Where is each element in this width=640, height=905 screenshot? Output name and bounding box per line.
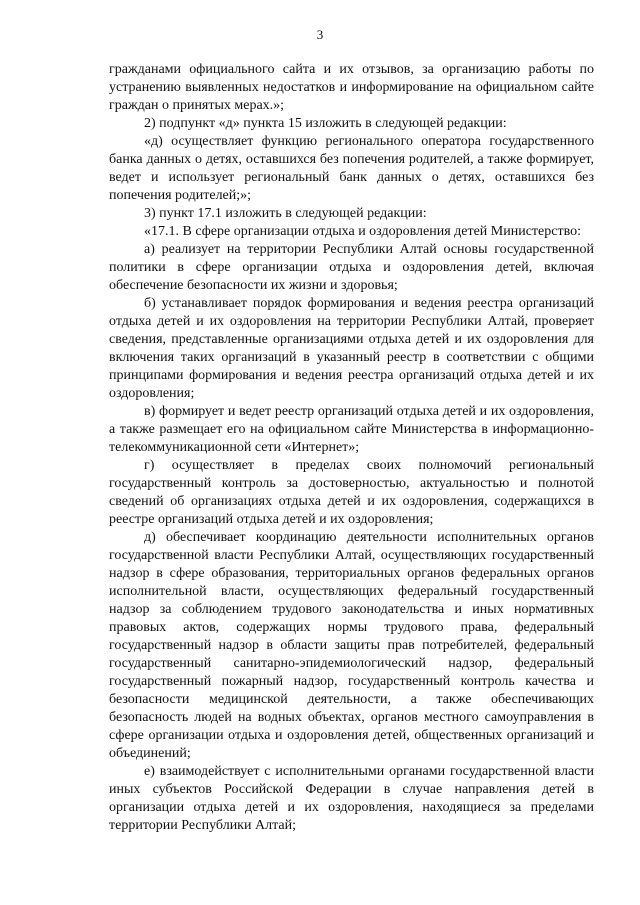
document-body [109, 61, 594, 835]
paragraph-clause-17-1: «17.1. В сфере организации отдыха и оздоровления детей Министерство: [144, 224, 582, 239]
paragraph-item-d: д) обеспечивает координацию деятельности исполнительных органов государственной власти Республики Алтай, осуществляющих государственный надзор в сфере образования, территориальных органов федеральных органов исполнительной власти, осуществляющих федеральный государственный надзор за соблюдением трудового законодательства и иных нормативных правовых актов, содержащих нормы трудового права, федеральный государственный надзор в области защиты прав потребителей, федеральный государственный санитарно-эпидемиологический надзор, федеральный государственный пожарный надзор, государственный контроль качества и безопасности медицинской деятельности, а также обеспечивающих безопасность людей на водных объектах, органов местного самоуправления в сфере организации отдыха и оздоровления детей, общественных организаций и объединений; [109, 530, 594, 761]
paragraph-subclause-d-text: «д) осуществляет функцию регионального оператора государственного банка данных о детях, оставшихся без попечения родителей, а также формирует, ведет и использует региональный банк данных о детях, оставшихся без попечения родителей;»; [109, 134, 594, 203]
paragraph-amendment-3: 3) пункт 17.1 изложить в следующей редакции: [144, 206, 427, 221]
paragraph-item-b: б) устанавливает порядок формирования и ведения реестра организаций отдыха детей и их оздоровления на территории Республики Алтай, проверяет сведения, представленные организациями отдыха детей и их оздоровления для включения таких организаций в указанный реестр в соответствии с общими принципами формирования и ведения реестра организаций отдыха детей и их оздоровления; [109, 296, 594, 401]
paragraph-item-a: а) реализует на территории Республики Алтай основы государственной политики в сфере организации отдыха и оздоровления детей, включая обеспечение безопасности их жизни и здоровья; [109, 242, 594, 293]
paragraph-amendment-2: 2) подпункт «д» пункта 15 изложить в следующей редакции: [144, 116, 507, 131]
paragraph-item-e: е) взаимодействует с исполнительными органами государственной власти иных субъектов Российской Федерации в случае направления детей в организации отдыха детей и их оздоровления, находящиеся за пределами территории Республики Алтай; [109, 764, 594, 833]
paragraph-continuation: гражданами официального сайта и их отзывов, за организацию работы по устранению выявленных недостатков и информирование на официальном сайте граждан о принятых мерах.»; [109, 62, 594, 113]
paragraph-item-v: в) формирует и ведет реестр организаций отдыха детей и их оздоровления, а также размещает его на официальном сайте Министерства в информационно-телекоммуникационной сети «Интернет»; [109, 404, 594, 455]
paragraph-item-g: г) осуществляет в пределах своих полномочий региональный государственный контроль за достоверностью, актуальностью и полнотой сведений об организациях отдыха детей и их оздоровления, содержащихся в реестре организаций отдыха детей и их оздоровления; [109, 458, 594, 527]
page-number: 3 [316, 27, 324, 42]
